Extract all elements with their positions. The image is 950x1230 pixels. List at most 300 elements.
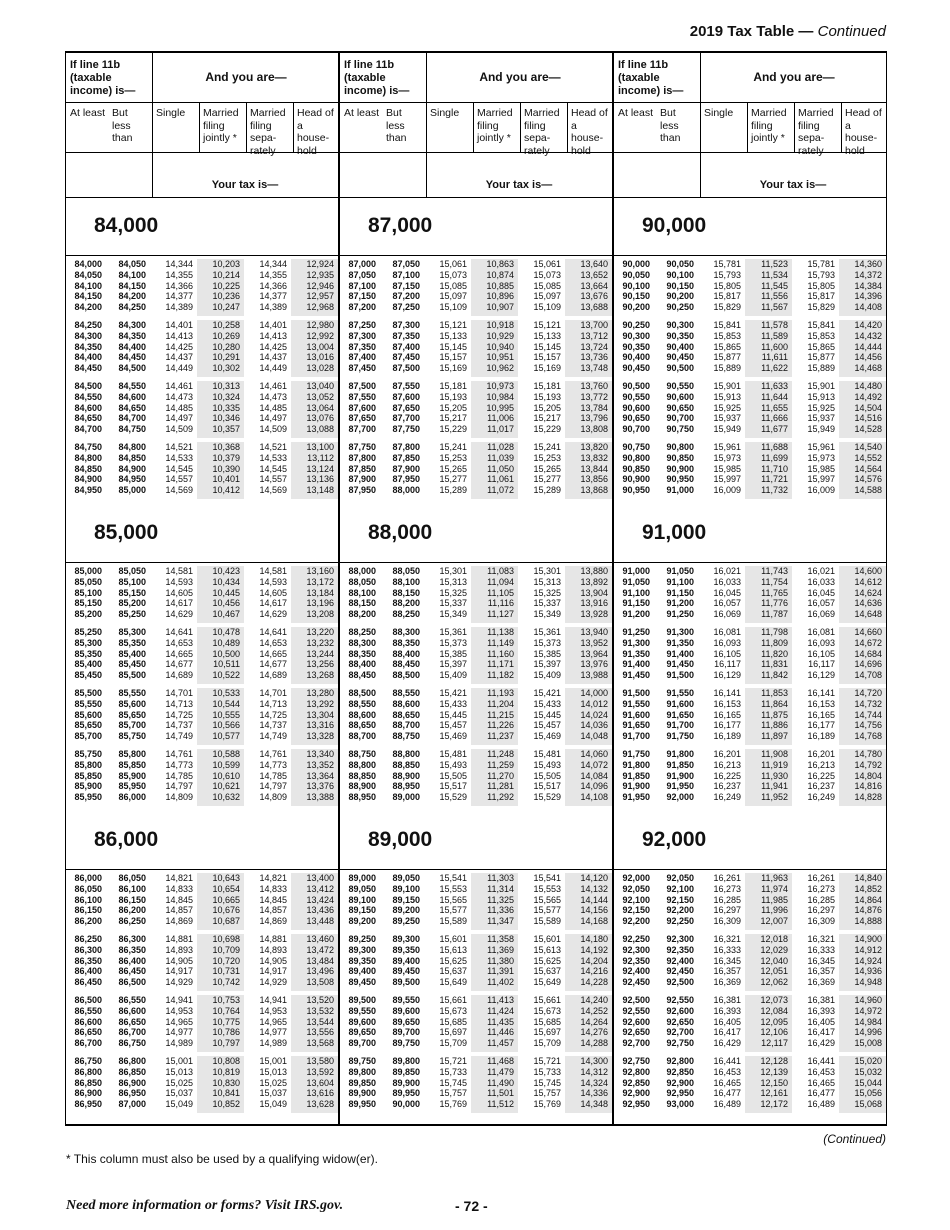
- mfj-tax: 12,117: [761, 1038, 788, 1049]
- mfj-tax: 11,182: [487, 670, 514, 681]
- at-least: 91,600: [622, 709, 650, 720]
- mfs-tax: 15,517: [533, 781, 561, 792]
- single-tax: 16,033: [713, 576, 741, 587]
- thousand-heading: 88,000: [340, 504, 612, 563]
- single-tax: 16,129: [713, 670, 741, 681]
- hoh-tax: 12,924: [306, 259, 334, 269]
- mfj-tax: 11,853: [761, 688, 788, 698]
- but-less: 89,200: [392, 905, 420, 916]
- table-row: [614, 1088, 886, 1099]
- mfs-tax: 14,737: [259, 720, 287, 731]
- mfs-tax: 14,857: [259, 905, 287, 916]
- table-row: [66, 627, 338, 638]
- but-less: 87,500: [392, 363, 420, 374]
- single-tax: 14,413: [165, 330, 193, 341]
- hoh-tax: 14,012: [580, 698, 608, 709]
- table-row: [614, 977, 886, 988]
- mfj-tax: 11,633: [761, 381, 788, 391]
- mfs-tax: 15,049: [259, 1099, 287, 1110]
- mfj-tax: 10,610: [212, 770, 240, 781]
- but-less: 92,500: [666, 977, 694, 988]
- at-least: 91,150: [622, 598, 650, 609]
- table-row: [66, 392, 338, 403]
- single-tax: 14,355: [165, 269, 193, 280]
- table-row: [340, 995, 612, 1006]
- hoh-tax: 13,952: [580, 637, 608, 648]
- hoh-tax: 14,048: [580, 731, 608, 742]
- table-row: [340, 1067, 612, 1078]
- mfj-tax: 11,600: [761, 341, 788, 352]
- but-less: 87,200: [392, 291, 420, 302]
- single-tax: 14,437: [165, 352, 193, 363]
- mfj-tax: 11,336: [487, 905, 514, 916]
- mfs-tax: 15,673: [533, 1005, 561, 1016]
- single-tax: 14,749: [165, 731, 193, 742]
- hoh-tax: 14,240: [580, 995, 608, 1005]
- but-less: 87,250: [392, 302, 420, 313]
- but-less: 87,550: [392, 381, 420, 391]
- your-tax-label: Your tax is—: [485, 179, 553, 191]
- hoh-tax: 13,472: [306, 944, 334, 955]
- hoh-tax: 13,652: [580, 269, 608, 280]
- hoh-tax: 13,460: [306, 934, 334, 944]
- hoh-tax: 15,008: [854, 1038, 882, 1049]
- mfs-tax: 14,785: [259, 770, 287, 781]
- but-less: 85,750: [118, 731, 146, 742]
- mfs-tax: 16,129: [807, 670, 835, 681]
- table-row: [340, 977, 612, 988]
- table-row: [66, 352, 338, 363]
- but-less: 88,300: [392, 627, 420, 637]
- at-least: 91,200: [622, 609, 650, 620]
- single-tax: 16,213: [713, 759, 741, 770]
- at-least: 89,700: [348, 1038, 376, 1049]
- hoh-tax: 14,336: [580, 1088, 608, 1099]
- mfj-tax: 12,007: [760, 916, 788, 927]
- but-less: 88,500: [392, 670, 420, 681]
- mfs-tax: 14,677: [259, 659, 287, 670]
- table-row: [66, 699, 338, 710]
- but-less: 88,750: [392, 731, 420, 742]
- single-tax: 15,409: [439, 670, 467, 681]
- mfj-tax: 11,204: [487, 698, 514, 709]
- table-row: [614, 270, 886, 281]
- table-row: [66, 566, 338, 577]
- mfs-tax: 16,297: [807, 905, 835, 916]
- mfs-tax: 15,421: [533, 688, 561, 698]
- but-less: 92,950: [666, 1088, 694, 1099]
- at-least: 92,500: [622, 995, 650, 1005]
- hoh-tax: 13,664: [580, 280, 608, 291]
- but-less: 84,350: [118, 330, 146, 341]
- at-least: 84,700: [74, 424, 102, 435]
- table-row: [66, 381, 338, 392]
- table-row: [614, 485, 886, 496]
- hoh-tax: 14,468: [854, 363, 882, 374]
- single-tax: 15,925: [713, 402, 741, 413]
- mfj-tax: 11,292: [487, 792, 514, 803]
- but-less: 86,450: [118, 966, 146, 977]
- mfs-tax: 15,841: [807, 320, 835, 330]
- single-tax: 15,253: [439, 452, 467, 463]
- table-row: [66, 916, 338, 927]
- but-less: 85,950: [118, 781, 146, 792]
- mfj-tax: 11,061: [487, 474, 514, 485]
- at-least: 91,000: [622, 566, 650, 576]
- but-less: 88,050: [392, 566, 420, 576]
- single-tax: 14,665: [165, 648, 193, 659]
- single-tax: 15,865: [713, 341, 741, 352]
- mfj-tax: 10,445: [212, 587, 240, 598]
- hoh-tax: 13,448: [306, 916, 334, 927]
- but-less: 85,650: [118, 709, 146, 720]
- single-tax: 16,381: [713, 995, 741, 1005]
- single-tax: 15,793: [713, 269, 741, 280]
- mfj-tax: 11,006: [487, 413, 514, 424]
- hoh-tax: 13,088: [306, 424, 334, 435]
- single-tax: 15,061: [439, 259, 467, 269]
- mfj-tax: 12,084: [760, 1005, 788, 1016]
- at-least: 90,000: [622, 259, 650, 269]
- single-tax: 15,565: [439, 894, 467, 905]
- at-least: 87,950: [348, 485, 376, 496]
- table-row: [66, 649, 338, 660]
- single-tax: 15,361: [439, 627, 467, 637]
- at-least: 90,100: [622, 280, 650, 291]
- table-row: [340, 281, 612, 292]
- hoh-tax: 14,156: [580, 905, 608, 916]
- mfs-tax: 14,605: [259, 587, 287, 598]
- at-least: 92,550: [622, 1005, 650, 1016]
- mfj-tax: 10,423: [212, 566, 240, 576]
- irs-info-line: Need more information or forms? Visit IRS.gov.: [66, 1198, 344, 1213]
- hoh-tax: 12,935: [306, 269, 334, 280]
- table-row: [614, 598, 886, 609]
- mfj-tax: 10,357: [212, 424, 240, 435]
- but-less: 89,550: [392, 995, 420, 1005]
- single-tax: 14,377: [165, 291, 193, 302]
- mfs-tax: 16,405: [807, 1016, 835, 1027]
- table-row: [340, 1088, 612, 1099]
- at-least: 84,200: [74, 302, 102, 313]
- at-least: 88,500: [348, 688, 376, 698]
- mfs-tax: 15,253: [533, 452, 561, 463]
- but-less: 86,500: [118, 977, 146, 988]
- table-row: [66, 1006, 338, 1017]
- hoh-tax: 13,112: [307, 452, 334, 463]
- hoh-tax: 13,616: [306, 1088, 334, 1099]
- mfj-tax: 10,577: [212, 731, 240, 742]
- at-least-label: At least: [344, 107, 380, 119]
- mfj-tax: 10,203: [212, 259, 240, 269]
- mfs-tax: 15,949: [807, 424, 835, 435]
- hoh-tax: 14,660: [854, 627, 882, 637]
- but-less: 87,700: [392, 413, 420, 424]
- hoh-tax: 14,564: [854, 463, 882, 474]
- at-least: 87,250: [348, 320, 376, 330]
- but-less: 89,100: [392, 883, 420, 894]
- mfj-tax: 12,018: [760, 934, 788, 944]
- mfs-tax: 16,417: [807, 1027, 835, 1038]
- single-tax: 15,157: [439, 352, 467, 363]
- hoh-tax: 13,184: [306, 587, 334, 598]
- table-row: [340, 485, 612, 496]
- mfj-tax: 11,127: [487, 609, 514, 620]
- table-row: [66, 609, 338, 620]
- hoh-tax: 13,292: [306, 698, 334, 709]
- single-tax: 14,701: [165, 688, 193, 698]
- table-row: [66, 1099, 338, 1110]
- hoh-tax: 14,072: [580, 759, 608, 770]
- mfj-tax: 11,193: [487, 688, 514, 698]
- table-row: [614, 638, 886, 649]
- table-row: [340, 873, 612, 884]
- table-row: [340, 442, 612, 453]
- table-row: [340, 905, 612, 916]
- mfj-tax: 11,655: [761, 402, 788, 413]
- mfs-tax: 15,661: [533, 995, 561, 1005]
- but-less: 90,400: [666, 341, 694, 352]
- single-tax: 14,737: [165, 720, 193, 731]
- but-less: 88,400: [392, 648, 420, 659]
- at-least: 87,600: [348, 402, 376, 413]
- mfs-label: Married filing sepa- rately: [798, 107, 834, 157]
- table-row: [340, 577, 612, 588]
- table-row: [614, 1056, 886, 1067]
- mfs-tax: 16,213: [807, 759, 835, 770]
- but-less: 85,150: [118, 587, 146, 598]
- hoh-tax: 14,984: [854, 1016, 882, 1027]
- table-row: [614, 1017, 886, 1028]
- single-tax: 16,177: [713, 720, 741, 731]
- single-tax: 15,373: [439, 637, 467, 648]
- hoh-tax: 13,976: [580, 659, 608, 670]
- thousand-heading: 91,000: [614, 504, 886, 563]
- at-least: 92,900: [622, 1088, 650, 1099]
- single-tax: 14,401: [165, 320, 193, 330]
- single-tax: 16,189: [713, 731, 741, 742]
- mfj-tax: 11,622: [761, 363, 788, 374]
- at-least: 84,300: [74, 330, 102, 341]
- single-tax: 15,769: [439, 1099, 467, 1110]
- mfj-label: Married filing jointly *: [751, 107, 787, 144]
- table-row: [66, 342, 338, 353]
- single-tax: 14,869: [165, 916, 193, 927]
- mfj-tax: 11,754: [761, 576, 788, 587]
- hoh-tax: 13,580: [306, 1056, 334, 1066]
- mfj-tax: 11,171: [487, 659, 514, 670]
- but-less: 87,800: [392, 442, 420, 452]
- single-tax: 15,025: [165, 1077, 193, 1088]
- single-tax: 15,757: [439, 1088, 467, 1099]
- at-least: 92,250: [622, 934, 650, 944]
- mfj-tax: 11,886: [761, 720, 788, 731]
- but-less: 93,000: [666, 1099, 694, 1110]
- mfj-tax: 11,424: [487, 1005, 514, 1016]
- but-less: 86,100: [118, 883, 146, 894]
- mfs-tax: 14,701: [259, 688, 287, 698]
- single-tax: 15,889: [713, 363, 741, 374]
- single-tax: 15,097: [439, 291, 467, 302]
- hoh-tax: 15,044: [854, 1077, 882, 1088]
- at-least: 92,350: [622, 955, 650, 966]
- table-row: [66, 302, 338, 313]
- at-least: 85,850: [74, 770, 102, 781]
- single-tax: 15,469: [439, 731, 467, 742]
- single-tax: 15,397: [439, 659, 467, 670]
- but-less: 91,950: [666, 781, 694, 792]
- mfs-tax: 15,877: [807, 352, 835, 363]
- mfs-tax: 15,457: [533, 720, 561, 731]
- mfs-tax: 15,265: [533, 463, 561, 474]
- hoh-tax: 13,124: [306, 463, 334, 474]
- mfs-tax: 15,565: [533, 894, 561, 905]
- at-least: 86,050: [74, 883, 102, 894]
- mfj-tax: 10,951: [486, 352, 514, 363]
- but-less: 92,600: [666, 1005, 694, 1016]
- mfs-tax: 14,521: [259, 442, 287, 452]
- mfs-tax: 14,581: [259, 566, 287, 576]
- single-tax: 15,949: [713, 424, 741, 435]
- hoh-tax: 14,744: [854, 709, 882, 720]
- hoh-tax: 13,388: [306, 792, 334, 803]
- table-row: [340, 259, 612, 270]
- table-row: [66, 873, 338, 884]
- mfs-tax: 16,441: [807, 1056, 835, 1066]
- single-tax: 15,169: [439, 363, 467, 374]
- but-less: 88,350: [392, 637, 420, 648]
- mfs-tax: 14,497: [259, 413, 287, 424]
- at-least: 92,650: [622, 1027, 650, 1038]
- table-row: [66, 259, 338, 270]
- table-row: [340, 916, 612, 927]
- mfs-tax: 16,225: [807, 770, 835, 781]
- but-less: 92,700: [666, 1027, 694, 1038]
- mfj-tax: 11,941: [761, 781, 788, 792]
- but-less: 86,250: [118, 916, 146, 927]
- hoh-tax: 14,228: [580, 977, 608, 988]
- but-less: 91,500: [666, 670, 694, 681]
- mfs-tax: 16,045: [807, 587, 835, 598]
- but-less: 90,700: [666, 413, 694, 424]
- hoh-tax: 13,532: [306, 1005, 334, 1016]
- at-least: 91,650: [622, 720, 650, 731]
- but-less: 87,150: [392, 280, 420, 291]
- mfj-tax: 12,051: [760, 966, 788, 977]
- single-tax: 15,937: [713, 413, 741, 424]
- mfs-tax: 16,249: [807, 792, 835, 803]
- mfj-tax: 10,434: [212, 576, 240, 587]
- hoh-tax: 14,504: [854, 402, 882, 413]
- mfj-tax: 12,150: [760, 1077, 788, 1088]
- mfs-tax: 14,461: [259, 381, 287, 391]
- table-row: [66, 720, 338, 731]
- single-tax: 14,893: [165, 944, 193, 955]
- single-tax: 14,521: [165, 442, 193, 452]
- but-less: 85,000: [118, 485, 146, 496]
- mfj-tax: 10,841: [212, 1088, 240, 1099]
- hoh-tax: 14,480: [854, 381, 882, 391]
- at-least: 86,200: [74, 916, 102, 927]
- table-row: [340, 1038, 612, 1049]
- single-tax: 16,369: [713, 977, 741, 988]
- but-less: 86,700: [118, 1027, 146, 1038]
- single-tax: 15,229: [439, 424, 467, 435]
- mfj-tax: 10,731: [212, 966, 240, 977]
- mfj-tax: 11,523: [761, 259, 788, 269]
- at-least: 91,550: [622, 698, 650, 709]
- table-row: [340, 688, 612, 699]
- mfj-tax: 10,401: [212, 474, 240, 485]
- at-least: 91,100: [622, 587, 650, 598]
- hoh-tax: 14,444: [854, 341, 882, 352]
- mfs-tax: 16,489: [807, 1099, 835, 1110]
- single-tax: 16,117: [714, 659, 741, 670]
- but-less: 84,800: [118, 442, 146, 452]
- but-less: 90,300: [666, 320, 694, 330]
- hoh-tax: 13,364: [306, 770, 334, 781]
- hoh-tax: 14,516: [854, 413, 882, 424]
- single-tax: 15,673: [439, 1005, 467, 1016]
- hoh-tax: 13,244: [306, 648, 334, 659]
- at-least: 87,850: [348, 463, 376, 474]
- but-less: 88,900: [392, 770, 420, 781]
- mfj-tax: 10,984: [486, 391, 514, 402]
- at-least: 89,250: [348, 934, 376, 944]
- mfj-tax: 10,709: [212, 944, 240, 955]
- at-least: 90,800: [622, 452, 650, 463]
- at-least: 87,750: [348, 442, 376, 452]
- but-less: 85,100: [118, 576, 146, 587]
- but-less: 86,200: [118, 905, 146, 916]
- but-less: 85,500: [118, 670, 146, 681]
- mfs-tax: 16,057: [807, 598, 835, 609]
- but-less: 89,150: [392, 894, 420, 905]
- hoh-tax: 14,684: [854, 648, 882, 659]
- hoh-tax: 15,020: [854, 1056, 882, 1066]
- single-tax: 15,913: [713, 391, 741, 402]
- mfs-tax: 14,821: [259, 873, 287, 883]
- mfs-tax: 16,153: [807, 698, 835, 709]
- hoh-tax: 13,724: [580, 341, 608, 352]
- table-row: [340, 781, 612, 792]
- at-least: 88,050: [348, 576, 376, 587]
- thousand-heading: 84,000: [66, 197, 338, 256]
- hoh-tax: 14,804: [854, 770, 882, 781]
- at-least: 85,650: [74, 720, 102, 731]
- mfs-tax: 15,973: [807, 452, 835, 463]
- but-less: 84,050: [118, 259, 146, 269]
- table-row: [66, 895, 338, 906]
- but-less: 91,400: [666, 648, 694, 659]
- mfj-tax: 10,643: [212, 873, 240, 883]
- table-row: [340, 1017, 612, 1028]
- table-row: [340, 895, 612, 906]
- mfj-tax: 11,116: [487, 598, 514, 609]
- but-less: 88,700: [392, 720, 420, 731]
- at-least: 91,300: [622, 637, 650, 648]
- table-row: [66, 577, 338, 588]
- mfj-tax: 11,930: [761, 770, 788, 781]
- mfs-tax: 15,505: [533, 770, 561, 781]
- single-tax: 15,433: [439, 698, 467, 709]
- hoh-tax: 13,676: [580, 291, 608, 302]
- mfs-tax: 16,393: [807, 1005, 835, 1016]
- mfj-tax: 11,028: [487, 442, 514, 452]
- mfs-tax: 15,625: [533, 955, 561, 966]
- mfj-tax: 11,347: [487, 916, 514, 927]
- mfj-tax: 10,621: [212, 781, 240, 792]
